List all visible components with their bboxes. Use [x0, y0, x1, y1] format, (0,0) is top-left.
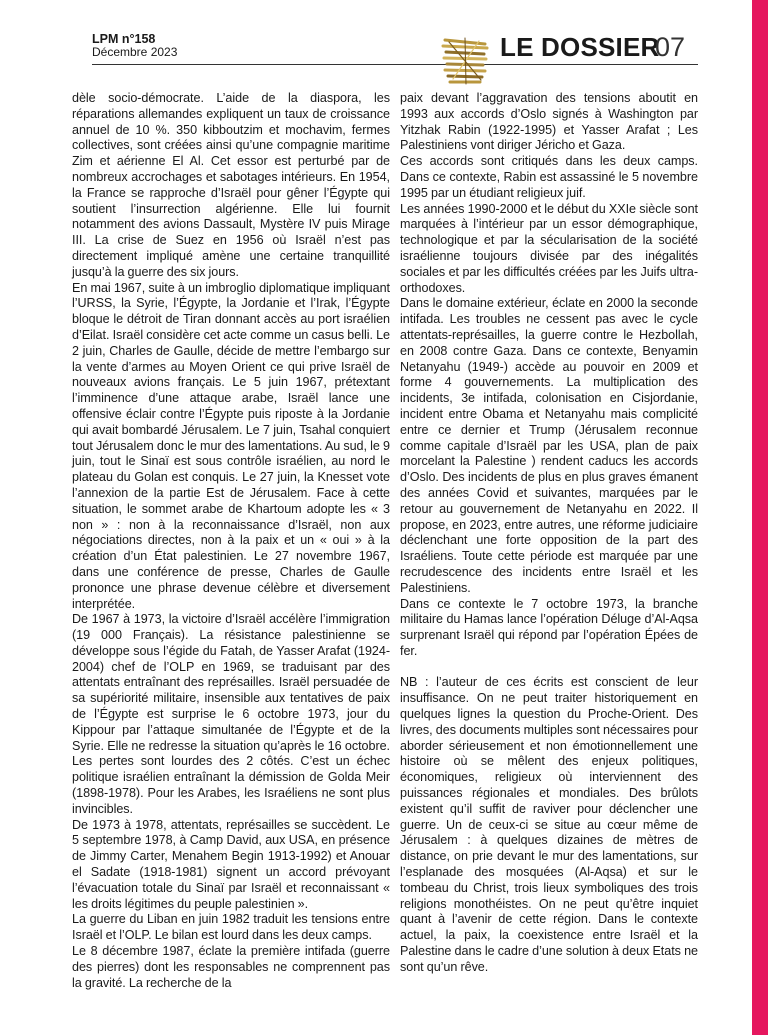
paragraph: dèle socio-démocrate. L’aide de la diaspora, les réparations allemandes expliquent un taux de croissance annuel de 10 %. 350 kibboutzim et mochavim, fermes collectives, sont créées ainsi qu’une compagnie maritime Zim et aérienne El Al. Cet essor est perturbé par de nombreux accrochages et sabotages intérieurs. En 1954, la France se rapproche d’Israël pour gêner l’Égypte qui soutient l’insurrection algérienne. Elle lui fournit notamment des avions Dassault, Mystère IV puis Mirage III. La crise de Suez en 1956 où Israël n’est pas directement impliqué amène une certaine tranquillité jusqu’à la guerre des six jours. [72, 91, 390, 279]
paragraph: La guerre du Liban en juin 1982 traduit les tensions entre Israël et l’OLP. Le bilan est lourd dans les deux camps. [72, 912, 390, 943]
article-column-left [72, 91, 390, 991]
paragraph-gap [400, 660, 698, 676]
paragraph: De 1967 à 1973, la victoire d’Israël accélère l’immigration (19 000 Français). La résistance palestinienne se développe sous l’égide du Fatah, de Yasser Arafat (1924-2004) chef de l’OLP en 1969, se traduisant par des attentats entraînant des représailles. Israël persuadée de sa supériorité militaire, insensible aux tentatives de paix de l’Égypte est surprise le 6 octobre 1973, jour du Kippour par l’attaque simultanée de l’Égypte et de la Syrie. Elle ne redresse la situation qu’après le 16 octobre. Les pertes sont lourdes des 2 côtés. C’est un échec politique israélien entraînant la démission de Golda Meir (1898-1978). Pour les Arabes, les Israéliens ne sont plus invincibles. [72, 612, 390, 816]
section-title: LE DOSSIER [500, 32, 660, 62]
paragraph: De 1973 à 1978, attentats, représailles se succèdent. Le 5 septembre 1978, à Camp David, aux USA, en présence de Jimmy Carter, Menahem Begin 1913-1992) et Anouar el Sadate (1918-1981) signent un accord prévoyant l’évacuation totale du Sinaï par Israël et reconnaissant « les droits légitimes du peuple palestinien ». [72, 817, 390, 911]
author-note: NB : l’auteur de ces écrits est conscient de leur insuffisance. On ne peut traiter historiquement en quelques lignes la question du Proche-Orient. Des livres, des documents multiples sont nécessaires pour aborder sérieusement et non émotionnellement une histoire où se mêlent des enjeux politiques, économiques, religieux où interviennent des puissances régionales et mondiales. Des brûlots existent qu’il suffit de raviver pour déclencher une guerre. Un de ceux-ci se situe au cœur même de Jérusalem : à quelques dizaines de mètres de distance, on prie devant le mur des lamentations, sur l’esplanade des mosquées (Al-Aqsa) et sur le tombeau du Christ, trois lieux symboliques des trois religions monothéistes. On ne peut qu’être inquiet quant à l’avenir de cette région. Dans le contexte actuel, la paix, la coexistence entre Israël et la Palestine dans le cadre d’une solution à deux Etats ne sont qu’un rêve. [400, 675, 698, 974]
paragraph: Les années 1990-2000 et le début du XXIe siècle sont marquées à l’intérieur par un essor démographique, technologique et par la sécularisation de la société israélienne toujours divisée par des inégalités sociales et par les difficultés créées par les Juifs ultra-orthodoxes. [400, 201, 698, 295]
paragraph: Ces accords sont critiqués dans les deux camps. Dans ce contexte, Rabin est assassiné le 5 novembre 1995 par un étudiant religieux juif. [400, 154, 698, 200]
accent-bar [752, 0, 768, 1035]
header-rule [92, 64, 698, 65]
paragraph: Dans le domaine extérieur, éclate en 2000 la seconde intifada. Les troubles ne cessent pas avec le cycle attentats-représailles, la guerre contre le Hezbollah, en 2008 contre Gaza. Dans ce contexte, Benyamin Netanyahu (1949-) accède au pouvoir en 2009 et forme 4 gouvernements. La multiplication des incidents, 3e intifada, colonisation en Cisjordanie, incident entre Obama et Netanyahu mais complicité entre ce dernier et Trump (Jérusalem reconnue comme capitale d’Israël par les USA, plan de paix morcelant la Palestine ) rendent caducs les accords d’Oslo. Des incidents de plus en plus graves émanent des années Covid et suivantes, marquées par le retour au gouvernement de Netanyahu en 2022. Il propose, en 2023, entre autres, une réforme judiciaire déclenchant une forte opposition de la part des Israéliens. Toute cette période est marquée par une recrudescence des incidents entre Israël et les Palestiniens. [400, 296, 698, 595]
publication-info [92, 33, 177, 59]
publication-title: LPM n°158 [92, 32, 156, 46]
paragraph: En mai 1967, suite à un imbroglio diplomatique impliquant l’URSS, la Syrie, l’Égypte, la Jordanie et l’Irak, l’Égypte bloque le détroit de Tiran donnant accès au port israélien d’Eilat. Israël considère cet acte comme un casus belli. Le 2 juin, Charles de Gaulle, décide de mettre l’embargo sur la vente d’armes au Moyen Orient ce qui prive Israël de nouveaux avions français. Le 5 juin 1967, prétextant l’imminence d’une attaque arabe, Israël lance une offensive éclair contre l’Égypte puis riposte à la Jordanie qui avait bombardé Jérusalem. Le 7 juin, Tsahal conquiert tout Jérusalem donc le mur des lamentations. Au sud, le 9 juin, tout le Sinaï est sous contrôle israélien, au nord le plateau du Golan est conquis. Le 27 juin, la Knesset vote l’annexion de la partie Est de Jérusalem. Face à cette situation, le sommet arabe de Khartoum adopte les « 3 non » : non à la reconnaissance d’Israël, non aux négociations directes, non à la paix et un « oui » à la création d’un État palestinien. Le 27 novembre 1967, dans une conférence de presse, Charles de Gaulle prononce une phrase devenue célèbre et diversement interprétée. [72, 280, 390, 611]
article-column-right [400, 91, 698, 976]
publication-date: Décembre 2023 [92, 45, 178, 59]
hay-bundle-icon [441, 32, 489, 90]
paragraph: paix devant l’aggravation des tensions aboutit en 1993 aux accords d’Oslo signés à Washington par Yitzhak Rabin (1922-1995) et Yasser Arafat ; Les Palestiniens vont diriger Jéricho et Gaza. [400, 91, 698, 153]
paragraph: Le 8 décembre 1987, éclate la première intifada (guerre des pierres) dont les responsables ne comprennent pas la gravité. La recherche de la [72, 944, 390, 990]
page-number: 07 [655, 32, 686, 62]
paragraph: Dans ce contexte le 7 octobre 1973, la branche militaire du Hamas lance l’opération Déluge d’Al-Aqsa surprenant Israël qui répond par l’opération Épées de fer. [400, 596, 698, 658]
